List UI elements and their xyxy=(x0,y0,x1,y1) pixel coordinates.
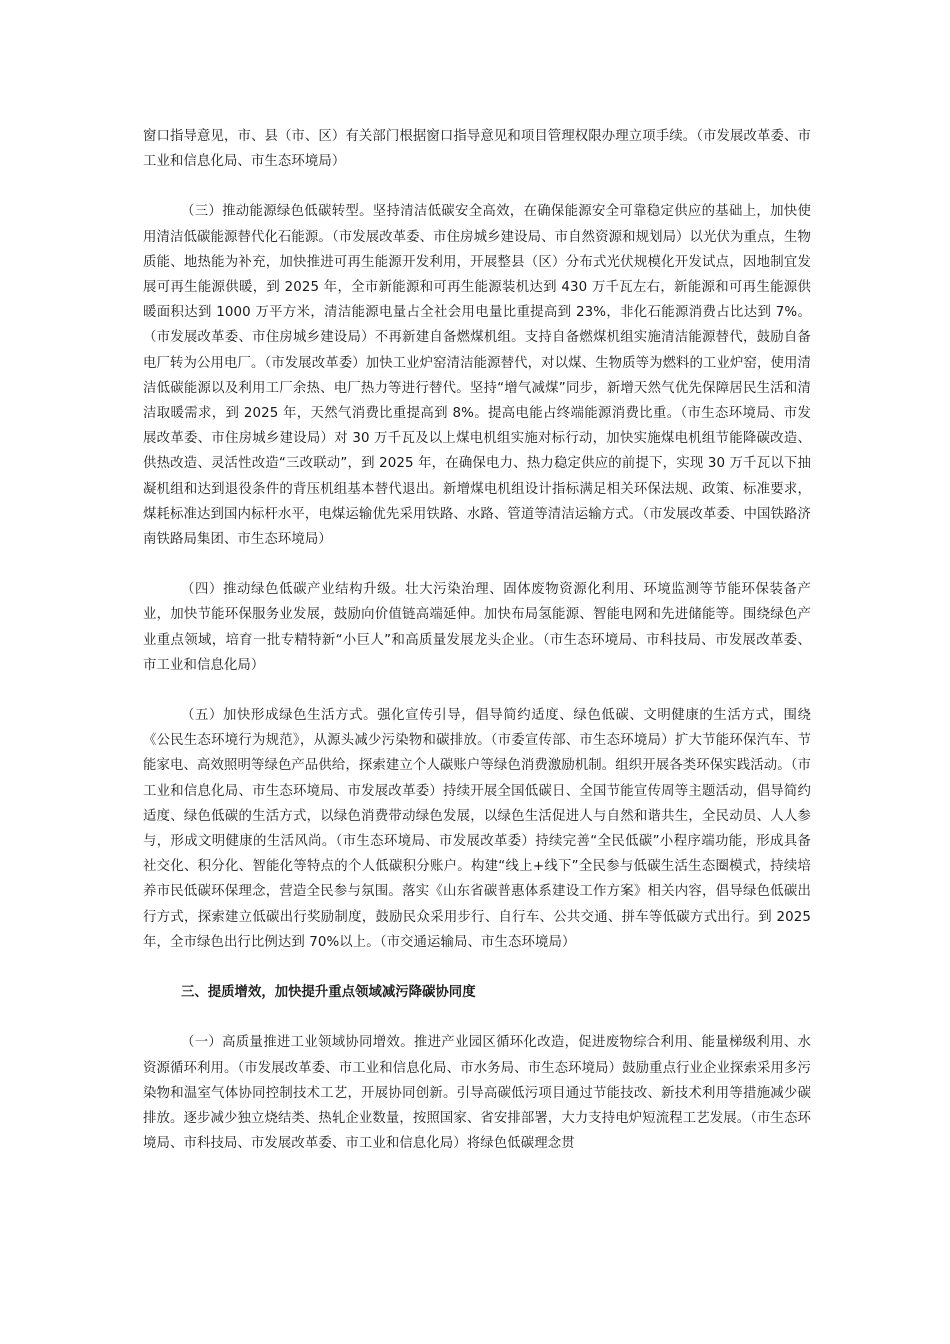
paragraph-industrial-synergy: （一）高质量推进工业领域协同增效。推进产业园区循环化改造，促进废物综合利用、能量梯级利用、水资源循环利用。（市发展改革委、市工业和信息化局、市水务局、市生态环境局）鼓励重点行业企业探索采用多污染物和温室气体协同控制技术工艺，开展协同创新。引导高碳低污项目通过节能技改、新技术利用等措施减少碳排放。逐步减少独立烧结类、热轧企业数量，按照国家、省安排部署，大力支持电炉短流程工艺发展。（市生态环境局、市科技局、市发展改革委、市工业和信息化局）将绿色低碳理念贯 xyxy=(143,1035,811,1152)
paragraph-green-lifestyle: （五）加快形成绿色生活方式。强化宣传引导，倡导简约适度、绿色低碳、文明健康的生活方式，围绕《公民生态环境行为规范》，从源头减少污染物和碳排放。（市委宣传部、市生态环境局）扩大节能环保汽车、节能家电、高效照明等绿色产品供给，探索建立个人碳账户等绿色消费激励机制。组织开展各类环保实践活动。（市工业和信息化局、市生态环境局、市发展改革委）持续开展全国低碳日、全国节能宣传周等主题活动，倡导简约适度、绿色低碳的生活方式，以绿色消费带动绿色发展，以绿色生活促进人与自然和谐共生，全民动员、人人参与，形成文明健康的生活风尚。（市生态环境局、市发展改革委）持续完善“全民低碳”小程序端功能，形成具备社交化、积分化、智能化等特点的个人低碳积分账户。构建“线上+线下”全民参与低碳生活生态圈模式，持续培养市民低碳环保理念，营造全民参与氛围。落实《山东省碳普惠体系建设工作方案》相关内容，倡导绿色低碳出行方式，探索建立低碳出行奖励制度，鼓励民众采用步行、自行车、公共交通、拼车等低碳方式出行。到 2025 年，全市绿色出行比例达到 70%以上。（市交通运输局、市生态环境局） xyxy=(143,708,811,950)
document-page xyxy=(143,124,811,1156)
paragraph-continuation: 窗口指导意见，市、县（市、区）有关部门根据窗口指导意见和项目管理权限办理立项手续。（市发展改革委、市工业和信息化局、市生态环境局） xyxy=(143,129,811,170)
section-heading: 三、提质增效，加快提升重点领域减污降碳协同度 xyxy=(181,985,476,1001)
paragraph-industry-upgrade: （四）推动绿色低碳产业结构升级。壮大污染治理、固体废物资源化利用、环境监测等节能环保装备产业，加快节能环保服务业发展，鼓励向价值链高端延伸。加快布局氢能源、智能电网和先进储能等。围绕绿色产业重点领域，培育一批专精特新“小巨人”和高质量发展龙头企业。（市生态环境局、市科技局、市发展改革委、市工业和信息化局） xyxy=(143,582,811,673)
paragraph-energy-transition: （三）推动能源绿色低碳转型。坚持清洁低碳安全高效，在确保能源安全可靠稳定供应的基础上，加快使用清洁低碳能源替代化石能源。（市发展改革委、市住房城乡建设局、市自然资源和规划局）以光伏为重点，生物质能、地热能为补充，加快推进可再生能源开发利用，开展整县（区）分布式光伏规模化开发试点，因地制宜发展可再生能源供暖，到 2025 年，全市新能源和可再生能源装机达到 430 万千瓦左右，新能源和可再生能源供暖面积达到 1000 万平方米，清洁能源电量占全社会用电量比重提高到 23%，非化石能源消费占比达到 7%。（市发展改革委、市住房城乡建设局）不再新建自备燃煤机组。支持自备燃煤机组实施清洁能源替代，鼓励自备电厂转为公用电厂。（市发展改革委）加快工业炉窑清洁能源替代，对以煤、生物质等为燃料的工业炉窑，使用清洁低碳能源以及利用工厂余热、电厂热力等进行替代。坚持“增气减煤”同步，新增天然气优先保障居民生活和清洁取暖需求，到 2025 年，天然气消费比重提高到 8%。提高电能占终端能源消费比重。（市生态环境局、市发展改革委、市住房城乡建设局）对 30 万千瓦及以上煤电机组实施对标行动，加快实施煤电机组节能降碳改造、供热改造、灵活性改造“三改联动”，到 2025 年，在确保电力、热力稳定供应的前提下，实现 30 万千瓦以下抽凝机组和达到退役条件的背压机组基本替代退出。新增煤电机组设计指标满足相关环保法规、政策、标准要求，煤耗标准达到国内标杆水平，电煤运输优先采用铁路、水路、管道等清洁运输方式。（市发展改革委、中国铁路济南铁路局集团、市生态环境局） xyxy=(143,204,811,548)
